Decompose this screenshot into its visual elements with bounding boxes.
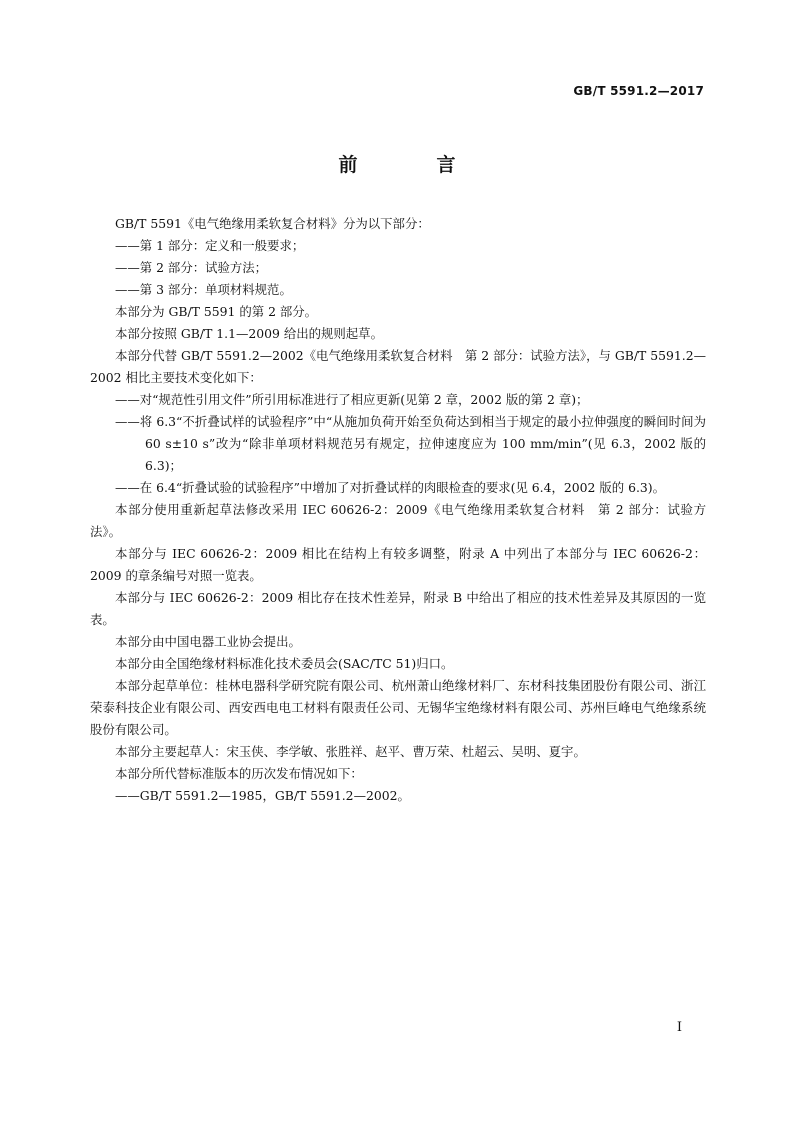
list-item: ——第 3 部分：单项材料规范。 xyxy=(115,282,292,297)
list-item: ——GB/T 5591.2—1985，GB/T 5591.2—2002。 xyxy=(115,788,410,803)
page-number: I xyxy=(676,1020,682,1035)
paragraph: 本部分为 GB/T 5591 的第 2 部分。 xyxy=(115,304,318,319)
list-item: ——第 2 部分：试验方法； xyxy=(115,260,268,275)
paragraph: 本部分由中国电器工业协会提出。 xyxy=(115,634,301,649)
paragraph: 本部分代替 GB/T 5591.2—2002《电气绝缘用柔软复合材料 第 2 部分：试验方法》，与 GB/T 5591.2—2002 相比主要技术变化如下： xyxy=(90,348,706,385)
standard-number: GB/T 5591.2—2017 xyxy=(573,84,704,98)
foreword-body xyxy=(90,213,706,807)
paragraph: GB/T 5591《电气绝缘用柔软复合材料》分为以下部分： xyxy=(115,216,430,231)
change-item: ——对“规范性引用文件”所引用标准进行了相应更新(见第 2 章，2002 版的第 2 章)； xyxy=(115,392,589,407)
paragraph: 本部分与 IEC 60626-2：2009 相比存在技术性差异，附录 B 中给出了相应的技术性差异及其原因的一览表。 xyxy=(90,590,706,627)
list-item: ——第 1 部分：定义和一般要求； xyxy=(115,238,305,253)
paragraph: 本部分主要起草人：宋玉侠、李学敏、张胜祥、赵平、曹万荣、杜超云、吴明、夏宇。 xyxy=(115,744,586,759)
paragraph: 本部分起草单位：桂林电器科学研究院有限公司、杭州萧山绝缘材料厂、东材科技集团股份有限公司、浙江荣泰科技企业有限公司、西安西电电工材料有限责任公司、无锡华宝绝缘材料有限公司、苏州巨峰电气绝缘系统股份有限公司。 xyxy=(90,678,706,737)
paragraph: 本部分由全国绝缘材料标准化技术委员会(SAC/TC 51)归口。 xyxy=(115,656,454,671)
change-item: ——将 6.3“不折叠试样的试验程序”中“从施加负荷开始至负荷达到相当于规定的最小拉伸强度的瞬间时间为 60 s±10 s”改为“除非单项材料规范另有规定，拉伸速度应为 100 mm/min”(见 6.3，2002 版的 6.3)； xyxy=(115,414,706,473)
paragraph: 本部分所代替标准版本的历次发布情况如下： xyxy=(115,766,363,781)
paragraph: 本部分使用重新起草法修改采用 IEC 60626-2：2009《电气绝缘用柔软复合材料 第 2 部分：试验方法》。 xyxy=(90,502,706,539)
paragraph: 本部分按照 GB/T 1.1—2009 给出的规则起草。 xyxy=(115,326,383,341)
page-title: 前 言 xyxy=(338,154,486,176)
change-item: ——在 6.4“折叠试验的试验程序”中增加了对折叠试样的肉眼检查的要求(见 6.4，2002 版的 6.3)。 xyxy=(115,480,666,495)
paragraph: 本部分与 IEC 60626-2：2009 相比在结构上有较多调整，附录 A 中列出了本部分与 IEC 60626-2：2009 的章条编号对照一览表。 xyxy=(90,546,706,583)
